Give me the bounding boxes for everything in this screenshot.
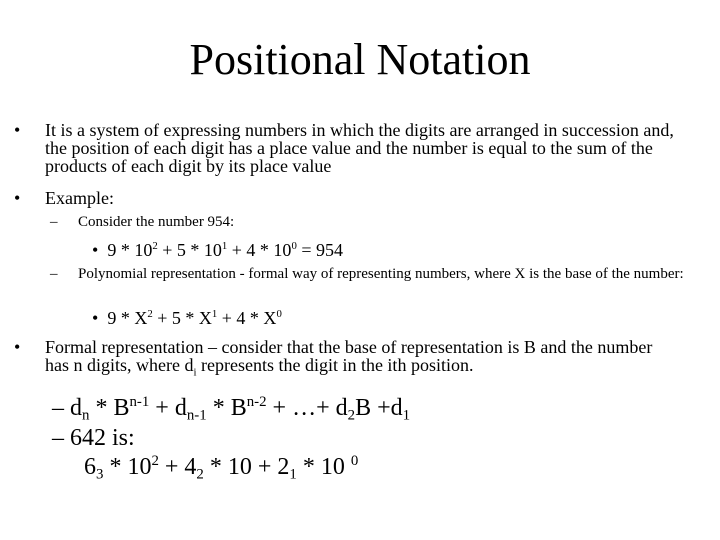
bullet-definition — [14, 121, 674, 175]
bullet-marker: • — [14, 337, 21, 357]
sub-bullet-polynomial — [50, 266, 700, 283]
sub-bullet-consider-text: Consider the number 954: — [78, 214, 235, 230]
dash-marker: – — [52, 425, 64, 451]
dash-marker: – — [50, 214, 58, 230]
bullet-definition-text: It is a system of expressing numbers in which the digits are arranged in succession and, the position of each digit has a place value and the number is equal to the sum of the products of each digit by its place value — [45, 120, 674, 176]
bullet-example — [14, 189, 674, 207]
bullet-marker: • — [14, 120, 21, 140]
slide-title: Positional Notation — [189, 35, 531, 84]
formula-example-642: $6_3 * 10^2 + 4_2 * 10 + 2_1 * 10$ $^0$ — [84, 453, 359, 483]
dash-marker: – — [52, 395, 64, 421]
bullet-formal-text: Formal representation – consider that the base of representation is B and the number has n digits, where $d_i$ represents the digit in the ith position. — [45, 337, 653, 379]
bullet-marker: • — [14, 188, 21, 208]
formula-example-label: – 642 is: — [52, 425, 135, 451]
formula-general: – $d_n * B^{n-1} + d_{n-1} * B^{n-2}$ + …+ $d_2B +d_1$ — [52, 394, 411, 424]
dash-marker: – — [50, 266, 58, 282]
bullet-marker: • — [92, 308, 99, 328]
example-decimal-expansion: • $9 * 10^2 + 5 * 10^1 + 4 * 10^0 = 954$ — [92, 240, 343, 260]
bullet-example-text: Example: — [45, 188, 114, 208]
sub-bullet-polynomial-text: Polynomial representation - formal way of representing numbers, where X is the base of the number: — [78, 266, 684, 282]
bullet-formal-representation — [14, 337, 674, 379]
bullet-marker: • — [92, 240, 99, 260]
example-polynomial-expansion: • $9 * X^2 + 5 * X^1 + 4 * X^0$ — [92, 308, 282, 328]
sub-bullet-consider — [50, 214, 690, 231]
